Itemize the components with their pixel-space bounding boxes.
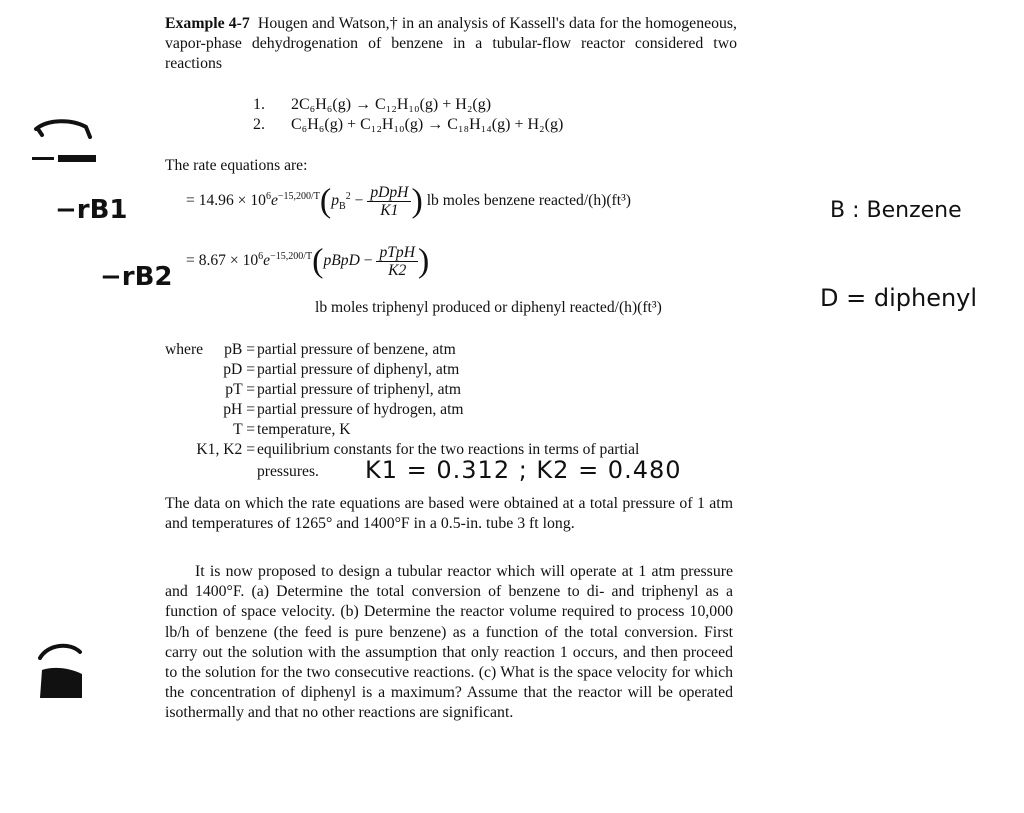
rate2-frac-den: K2 bbox=[388, 262, 407, 279]
definition-text: equilibrium constants for the two reactions in terms of partial bbox=[257, 441, 640, 458]
paren-open: ( bbox=[312, 242, 324, 280]
handwritten-rate-1-label: −rB1 bbox=[55, 195, 128, 225]
definition-symbol: pD = bbox=[223, 361, 255, 378]
rate2-fraction bbox=[376, 244, 418, 279]
definition-text: partial pressure of benzene, atm bbox=[257, 341, 456, 358]
reaction-rhs: C₁₂H₁₀(g) + H₂(g) bbox=[375, 96, 492, 113]
rate2-term1: pBpD bbox=[323, 252, 360, 270]
example-label: Example 4-7 bbox=[165, 15, 250, 32]
rate1-frac-den: K1 bbox=[380, 202, 399, 219]
rate-intro: The rate equations are: bbox=[165, 157, 308, 174]
definition-symbol: K1, K2 = bbox=[196, 441, 255, 458]
definition-symbol: pH = bbox=[223, 401, 255, 418]
where-label: where bbox=[165, 341, 204, 358]
definition-symbol: pT = bbox=[225, 381, 255, 398]
margin-scribble-icon bbox=[28, 115, 98, 167]
reaction-rhs: C₁₈H₁₄(g) + H₂(g) bbox=[447, 116, 564, 133]
rate1-term1: p bbox=[331, 192, 340, 210]
handwritten-k-values: K1 = 0.312 ; K2 = 0.480 bbox=[365, 456, 682, 484]
reaction-lhs: C₆H₆(g) + C₁₂H₁₀(g) bbox=[291, 116, 424, 133]
rate1-term1-sup: 2 bbox=[345, 190, 351, 202]
definition-text: partial pressure of triphenyl, atm bbox=[257, 381, 461, 398]
definition-text: pressures. bbox=[257, 463, 319, 480]
rate2-exp: 6 bbox=[258, 250, 264, 262]
rate1-frac-num: pDpH bbox=[367, 184, 411, 202]
reaction-lhs: 2C₆H₆(g) bbox=[291, 96, 352, 113]
handwritten-benzene-note: B : Benzene bbox=[830, 198, 962, 223]
rate1-e: e bbox=[270, 192, 278, 210]
definition-symbol: pB = bbox=[224, 341, 255, 358]
paragraph-data: The data on which the rate equations are based were obtained at a total pressure of 1 atm and temperatures of 1265° and 1400°F in a 0.5-in. tube 3 ft long. bbox=[165, 495, 733, 533]
rate2-frac-num: pTpH bbox=[376, 244, 418, 262]
rate-equation-2 bbox=[186, 244, 429, 279]
rate1-exp: 6 bbox=[265, 190, 271, 202]
margin-scribble-icon bbox=[34, 636, 90, 702]
reaction-number: 2. bbox=[253, 116, 265, 133]
paren-close: ) bbox=[417, 242, 430, 280]
rate1-minus: − bbox=[354, 192, 364, 210]
paragraph-problem: It is now proposed to design a tubular reactor which will operate at 1 atm pressure and 1400°F. (a) Determine the total conversion of benzene to di- and triphenyl as a function of space velocity. (b) Determine the reactor volume required to process 10,000 lb/h of benzene (the feed is pure benzene) as a function of the total conversion. First carry out the solution with the assumption that only reaction 1 occurs, and then proceed to the solution for the two consecutive reactions. (c) What is the space velocity for which the concentration of diphenyl is a maximum? Assume that the reactor will be operated isothermally and that no other reactions are significant. bbox=[165, 563, 733, 722]
rate-equation-1 bbox=[186, 184, 631, 219]
rate1-units: lb moles benzene reacted/(h)(ft³) bbox=[426, 192, 631, 210]
rate2-units: lb moles triphenyl produced or diphenyl reacted/(h)(ft³) bbox=[315, 299, 662, 316]
handwritten-diphenyl-note: D = diphenyl bbox=[820, 284, 978, 312]
rate1-term1-sub: B bbox=[339, 201, 346, 213]
handwritten-rate-2-label: −rB2 bbox=[100, 262, 173, 292]
rate1-e-exp: −15,200/T bbox=[277, 190, 320, 202]
paren-open: ( bbox=[319, 182, 332, 220]
definition-text: partial pressure of diphenyl, atm bbox=[257, 361, 460, 378]
intro-text: Hougen and Watson,† in an analysis of Kassell's data for the homogeneous, vapor-phase dehydrogenation of benzene in a tubular-flow reactor considered two reactions bbox=[165, 15, 737, 72]
reaction-1 bbox=[253, 96, 673, 114]
rate1-fraction bbox=[367, 184, 411, 219]
rate1-prefix: = 14.96 × 10 bbox=[186, 192, 266, 210]
rate2-e: e bbox=[263, 252, 271, 270]
definition-text: temperature, K bbox=[257, 421, 351, 438]
reaction-arrow: → bbox=[355, 96, 372, 113]
paren-close: ) bbox=[411, 182, 423, 220]
reaction-number: 1. bbox=[253, 96, 265, 113]
definition-text: partial pressure of hydrogen, atm bbox=[257, 401, 464, 418]
reaction-2 bbox=[253, 116, 673, 134]
rate2-e-exp: −15,200/T bbox=[270, 250, 313, 262]
rate2-minus: − bbox=[363, 252, 373, 270]
example-intro bbox=[165, 14, 737, 74]
rate2-prefix: = 8.67 × 10 bbox=[186, 252, 259, 270]
reaction-arrow: → bbox=[427, 116, 444, 133]
definition-symbol: T = bbox=[233, 421, 255, 438]
